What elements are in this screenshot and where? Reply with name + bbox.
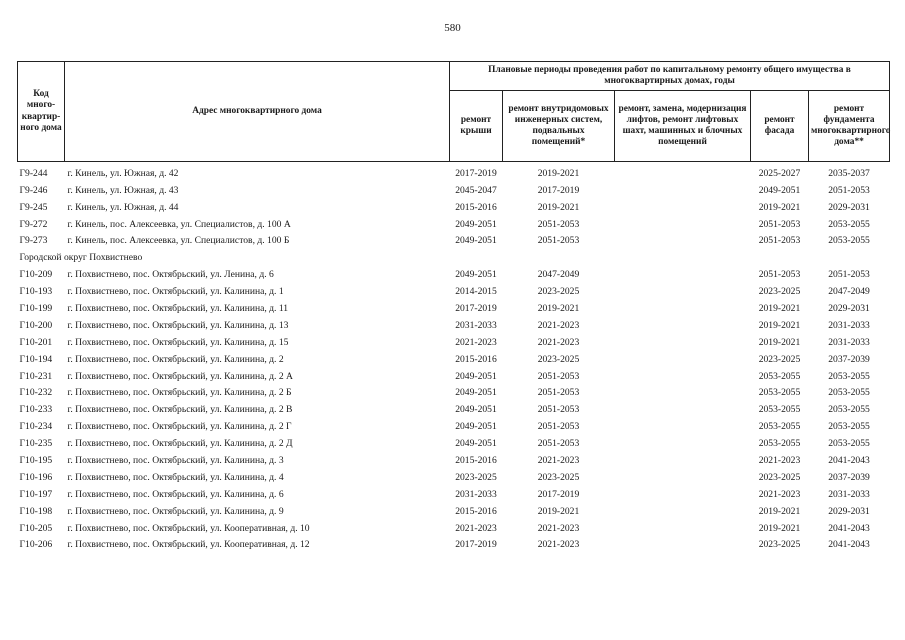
table-row <box>18 449 890 466</box>
section-label: Городской округ Похвистнево <box>19 252 143 264</box>
engineering-period-cell: 2051-2053 <box>537 218 580 230</box>
engineering-period-cell: 2021-2023 <box>537 319 580 331</box>
address-cell: г. Похвистнево, пос. Октябрьский, ул. Калинина, д. 2 Г <box>67 421 292 433</box>
facade-period-cell: 2023-2025 <box>758 471 801 483</box>
facade-period-cell: 2025-2027 <box>758 167 801 179</box>
house-code-cell: Г9-272 <box>19 218 48 230</box>
foundation-period-cell: 2037-2039 <box>828 353 870 365</box>
facade-period-cell: 2019-2021 <box>758 303 801 315</box>
address-cell: г. Похвистнево, пос. Октябрьский, ул. Калинина, д. 2 Б <box>67 387 292 399</box>
table-row <box>18 230 890 247</box>
foundation-period-cell: 2053-2055 <box>828 387 870 399</box>
lift-period-cell <box>615 432 751 449</box>
engineering-period-cell: 2051-2053 <box>537 387 580 399</box>
engineering-period-cell: 2017-2019 <box>537 184 580 196</box>
table-row <box>18 517 890 534</box>
facade-period-cell: 2053-2055 <box>758 404 801 416</box>
foundation-period-cell: 2053-2055 <box>828 421 870 433</box>
house-code-cell: Г9-246 <box>19 184 48 196</box>
address-cell: г. Похвистнево, пос. Октябрьский, ул. Калинина, д. 2 А <box>67 370 293 382</box>
roof-period-cell: 2049-2051 <box>455 269 497 281</box>
facade-period-cell: 2051-2053 <box>758 235 801 247</box>
header-planned-periods: Плановые периоды проведения работ по капитальному ремонту общего имущества в многоквартирных домах, годы <box>450 62 890 91</box>
header-engineering: ремонт внутридомовых инженерных систем, подвальных помещений* <box>503 91 615 162</box>
address-cell: г. Кинель, ул. Южная, д. 42 <box>67 167 179 179</box>
table-row <box>18 331 890 348</box>
house-code-cell: Г10-197 <box>19 488 53 500</box>
roof-period-cell: 2021-2023 <box>455 336 497 348</box>
lift-period-cell <box>615 162 751 179</box>
address-cell: г. Похвистнево, пос. Октябрьский, ул. Калинина, д. 4 <box>67 471 284 483</box>
engineering-period-cell: 2051-2053 <box>537 404 580 416</box>
header-facade: ремонт фасада <box>751 91 809 162</box>
address-cell: г. Похвистнево, пос. Октябрьский, ул. Кооперативная, д. 10 <box>67 522 310 534</box>
facade-period-cell: 2023-2025 <box>758 286 801 298</box>
roof-period-cell: 2049-2051 <box>455 235 497 247</box>
lift-period-cell <box>615 196 751 213</box>
foundation-period-cell: 2031-2033 <box>828 319 870 331</box>
house-code-cell: Г10-206 <box>19 539 53 551</box>
facade-period-cell: 2021-2023 <box>758 455 801 467</box>
engineering-period-cell: 2021-2023 <box>537 539 580 551</box>
table-row <box>18 213 890 230</box>
lift-period-cell <box>615 415 751 432</box>
facade-period-cell: 2019-2021 <box>758 336 801 348</box>
roof-period-cell: 2021-2023 <box>455 522 497 534</box>
engineering-period-cell: 2021-2023 <box>537 522 580 534</box>
roof-period-cell: 2017-2019 <box>455 303 497 315</box>
roof-period-cell: 2031-2033 <box>455 319 497 331</box>
table-row <box>18 534 890 551</box>
engineering-period-cell: 2023-2025 <box>537 286 580 298</box>
engineering-period-cell: 2051-2053 <box>537 421 580 433</box>
table-row <box>18 483 890 500</box>
address-cell: г. Кинель, пос. Алексеевка, ул. Специалистов, д. 100 Б <box>67 235 290 247</box>
address-cell: г. Похвистнево, пос. Октябрьский, ул. Калинина, д. 15 <box>67 336 289 348</box>
header-address: Адрес многоквартирного дома <box>65 62 450 162</box>
roof-period-cell: 2049-2051 <box>455 438 497 450</box>
table-header <box>18 62 890 162</box>
lift-period-cell <box>615 449 751 466</box>
table-row <box>18 348 890 365</box>
lift-period-cell <box>615 213 751 230</box>
house-code-cell: Г10-200 <box>19 319 53 331</box>
foundation-period-cell: 2047-2049 <box>828 286 870 298</box>
table-row <box>18 382 890 399</box>
table-row <box>18 179 890 196</box>
lift-period-cell <box>615 382 751 399</box>
roof-period-cell: 2049-2051 <box>455 404 497 416</box>
table-row <box>18 398 890 415</box>
house-code-cell: Г9-244 <box>19 167 48 179</box>
lift-period-cell <box>615 331 751 348</box>
engineering-period-cell: 2019-2021 <box>537 167 580 179</box>
facade-period-cell: 2053-2055 <box>758 421 801 433</box>
address-cell: г. Похвистнево, пос. Октябрьский, ул. Калинина, д. 11 <box>67 303 289 315</box>
facade-period-cell: 2019-2021 <box>758 319 801 331</box>
facade-period-cell: 2053-2055 <box>758 370 801 382</box>
lift-period-cell <box>615 398 751 415</box>
address-cell: г. Похвистнево, пос. Октябрьский, ул. Калинина, д. 9 <box>67 505 284 517</box>
house-code-cell: Г9-245 <box>19 201 48 213</box>
table-row <box>18 162 890 179</box>
house-code-cell: Г10-195 <box>19 455 53 467</box>
foundation-period-cell: 2041-2043 <box>828 455 870 467</box>
facade-period-cell: 2019-2021 <box>758 505 801 517</box>
lift-period-cell <box>615 517 751 534</box>
facade-period-cell: 2023-2025 <box>758 353 801 365</box>
roof-period-cell: 2014-2015 <box>455 286 497 298</box>
table-row <box>18 280 890 297</box>
foundation-period-cell: 2035-2037 <box>828 167 870 179</box>
foundation-period-cell: 2037-2039 <box>828 471 870 483</box>
house-code-cell: Г10-233 <box>19 404 53 416</box>
lift-period-cell <box>615 314 751 331</box>
facade-period-cell: 2023-2025 <box>758 539 801 551</box>
engineering-period-cell: 2051-2053 <box>537 438 580 450</box>
roof-period-cell: 2015-2016 <box>455 201 497 213</box>
foundation-period-cell: 2053-2055 <box>828 218 870 230</box>
lift-period-cell <box>615 483 751 500</box>
table-row <box>18 466 890 483</box>
engineering-period-cell: 2047-2049 <box>537 269 580 281</box>
house-code-cell: Г10-198 <box>19 505 53 517</box>
roof-period-cell: 2031-2033 <box>455 488 497 500</box>
engineering-period-cell: 2051-2053 <box>537 235 580 247</box>
address-cell: г. Похвистнево, пос. Октябрьский, ул. Калинина, д. 1 <box>67 286 284 298</box>
engineering-period-cell: 2021-2023 <box>537 455 580 467</box>
facade-period-cell: 2019-2021 <box>758 522 801 534</box>
foundation-period-cell: 2053-2055 <box>828 438 870 450</box>
address-cell: г. Похвистнево, пос. Октябрьский, ул. Калинина, д. 2 Д <box>67 438 293 450</box>
address-cell: г. Похвистнево, пос. Октябрьский, ул. Калинина, д. 13 <box>67 319 289 331</box>
foundation-period-cell: 2031-2033 <box>828 488 870 500</box>
foundation-period-cell: 2053-2055 <box>828 404 870 416</box>
lift-period-cell <box>615 466 751 483</box>
address-cell: г. Похвистнево, пос. Октябрьский, ул. Ленина, д. 6 <box>67 269 274 281</box>
lift-period-cell <box>615 263 751 280</box>
roof-period-cell: 2017-2019 <box>455 539 497 551</box>
facade-period-cell: 2021-2023 <box>758 488 801 500</box>
foundation-period-cell: 2029-2031 <box>828 201 870 213</box>
engineering-period-cell: 2021-2023 <box>537 336 580 348</box>
foundation-period-cell: 2053-2055 <box>828 370 870 382</box>
lift-period-cell <box>615 365 751 382</box>
roof-period-cell: 2049-2051 <box>455 218 497 230</box>
facade-period-cell: 2049-2051 <box>758 184 801 196</box>
house-code-cell: Г10-194 <box>19 353 53 365</box>
foundation-period-cell: 2053-2055 <box>828 235 870 247</box>
lift-period-cell <box>615 179 751 196</box>
lift-period-cell <box>615 280 751 297</box>
foundation-period-cell: 2029-2031 <box>828 505 870 517</box>
roof-period-cell: 2015-2016 <box>455 455 497 467</box>
roof-period-cell: 2015-2016 <box>455 505 497 517</box>
facade-period-cell: 2053-2055 <box>758 438 801 450</box>
table-row <box>18 263 890 280</box>
table-body <box>18 162 890 551</box>
engineering-period-cell: 2019-2021 <box>537 201 580 213</box>
house-code-cell: Г10-193 <box>19 286 53 298</box>
house-code-cell: Г10-199 <box>19 303 53 315</box>
house-code-cell: Г10-196 <box>19 471 53 483</box>
lift-period-cell <box>615 534 751 551</box>
roof-period-cell: 2045-2047 <box>455 184 497 196</box>
engineering-period-cell: 2017-2019 <box>537 488 580 500</box>
roof-period-cell: 2023-2025 <box>455 471 497 483</box>
table-row <box>18 432 890 449</box>
table-row <box>18 500 890 517</box>
foundation-period-cell: 2041-2043 <box>828 522 870 534</box>
address-cell: г. Кинель, ул. Южная, д. 43 <box>67 184 179 196</box>
facade-period-cell: 2053-2055 <box>758 387 801 399</box>
foundation-period-cell: 2029-2031 <box>828 303 870 315</box>
lift-period-cell <box>615 348 751 365</box>
table-row <box>18 415 890 432</box>
capital-repair-schedule-table <box>17 61 890 550</box>
roof-period-cell: 2017-2019 <box>455 167 497 179</box>
house-code-cell: Г10-209 <box>19 269 53 281</box>
foundation-period-cell: 2051-2053 <box>828 269 870 281</box>
roof-period-cell: 2015-2016 <box>455 353 497 365</box>
lift-period-cell <box>615 230 751 247</box>
page-number: 580 <box>444 22 461 34</box>
foundation-period-cell: 2051-2053 <box>828 184 870 196</box>
facade-period-cell: 2051-2053 <box>758 269 801 281</box>
header-foundation: ремонт фундамента многоквартирного дома** <box>809 91 890 162</box>
roof-period-cell: 2049-2051 <box>455 387 497 399</box>
engineering-period-cell: 2023-2025 <box>537 471 580 483</box>
address-cell: г. Похвистнево, пос. Октябрьский, ул. Кооперативная, д. 12 <box>67 539 310 551</box>
house-code-cell: Г10-231 <box>19 370 53 382</box>
table-row <box>18 314 890 331</box>
address-cell: г. Кинель, пос. Алексеевка, ул. Специалистов, д. 100 А <box>67 218 291 230</box>
address-cell: г. Похвистнево, пос. Октябрьский, ул. Калинина, д. 6 <box>67 488 284 500</box>
house-code-cell: Г9-273 <box>19 235 48 247</box>
engineering-period-cell: 2023-2025 <box>537 353 580 365</box>
header-code: Код много-квартир-ного дома <box>18 62 65 162</box>
house-code-cell: Г10-234 <box>19 421 53 433</box>
header-lifts: ремонт, замена, модернизация лифтов, ремонт лифтовых шахт, машинных и блочных помещений <box>615 91 751 162</box>
roof-period-cell: 2049-2051 <box>455 370 497 382</box>
foundation-period-cell: 2041-2043 <box>828 539 870 551</box>
engineering-period-cell: 2019-2021 <box>537 303 580 315</box>
house-code-cell: Г10-232 <box>19 387 53 399</box>
facade-period-cell: 2051-2053 <box>758 218 801 230</box>
table-row <box>18 196 890 213</box>
table-row <box>18 297 890 314</box>
house-code-cell: Г10-205 <box>19 522 53 534</box>
house-code-cell: Г10-201 <box>19 336 53 348</box>
section-row <box>18 246 890 263</box>
engineering-period-cell: 2051-2053 <box>537 370 580 382</box>
table-row <box>18 365 890 382</box>
foundation-period-cell: 2031-2033 <box>828 336 870 348</box>
address-cell: г. Похвистнево, пос. Октябрьский, ул. Калинина, д. 2 <box>67 353 284 365</box>
address-cell: г. Похвистнево, пос. Октябрьский, ул. Калинина, д. 3 <box>67 455 284 467</box>
lift-period-cell <box>615 297 751 314</box>
address-cell: г. Кинель, ул. Южная, д. 44 <box>67 201 179 213</box>
address-cell: г. Похвистнево, пос. Октябрьский, ул. Калинина, д. 2 В <box>67 404 293 416</box>
header-row-top <box>18 62 890 91</box>
facade-period-cell: 2019-2021 <box>758 201 801 213</box>
roof-period-cell: 2049-2051 <box>455 421 497 433</box>
house-code-cell: Г10-235 <box>19 438 53 450</box>
engineering-period-cell: 2019-2021 <box>537 505 580 517</box>
header-roof: ремонт крыши <box>450 91 503 162</box>
lift-period-cell <box>615 500 751 517</box>
